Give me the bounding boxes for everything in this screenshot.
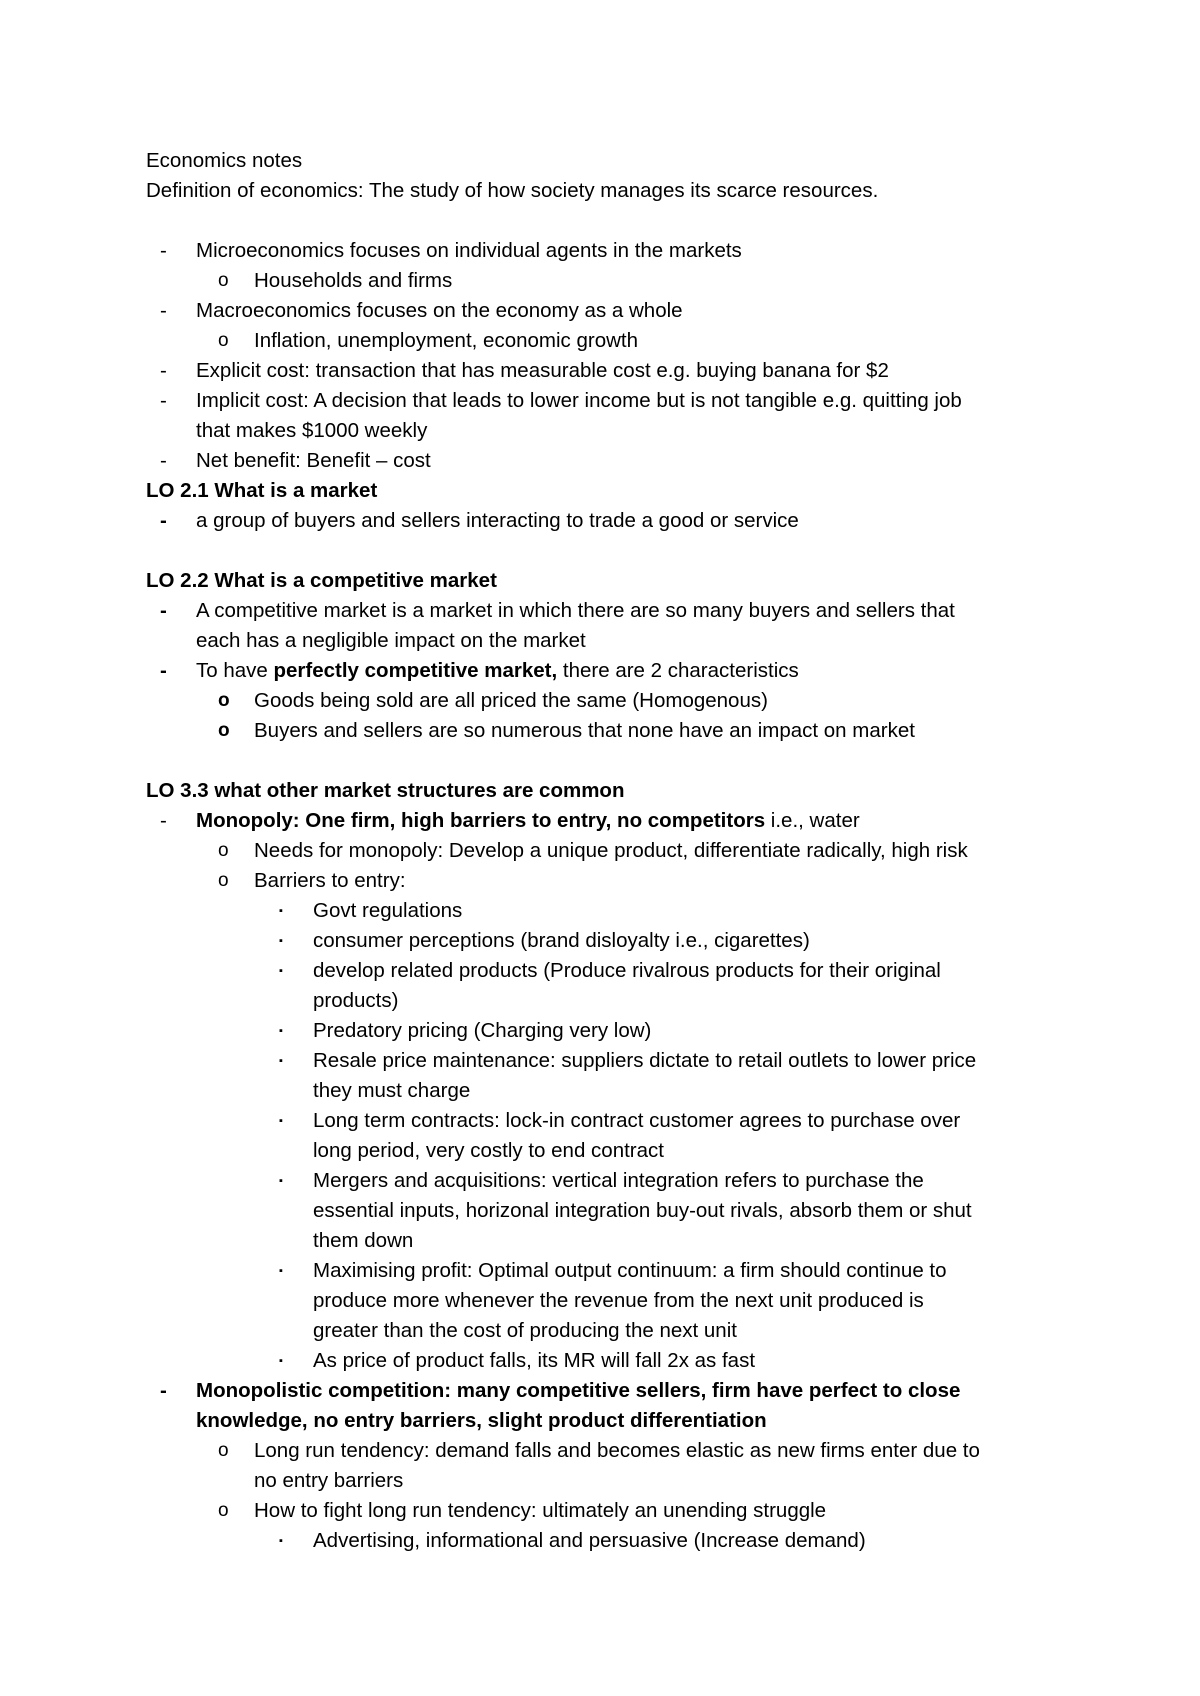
circle-bullet-icon: o xyxy=(218,270,229,291)
bold-term: Monopolistic competition: many competitive sellers, firm have perfect to close xyxy=(196,1379,961,1402)
spacer xyxy=(146,536,1066,566)
list-item xyxy=(146,836,1066,866)
list-item-text: develop related products (Produce rivalrous products for their original xyxy=(313,959,941,982)
list-item xyxy=(146,596,1066,626)
circle-bullet-icon: o xyxy=(218,1500,229,1521)
circle-bullet-icon: o xyxy=(218,690,230,711)
list-item-continuation: each has a negligible impact on the market xyxy=(196,629,586,652)
list-item-text: Needs for monopoly: Develop a unique product, differentiate radically, high risk xyxy=(254,839,968,862)
definition-text: Definition of economics: The study of how society manages its scarce resources. xyxy=(146,179,879,202)
list-item xyxy=(146,656,1066,686)
list-item xyxy=(146,716,1066,746)
list-item-text: Barriers to entry: xyxy=(254,869,406,892)
square-bullet-icon: ▪ xyxy=(279,1265,283,1277)
list-item-text: Long run tendency: demand falls and becomes elastic as new firms enter due to xyxy=(254,1439,980,1462)
list-item xyxy=(146,1526,1066,1556)
circle-bullet-icon: o xyxy=(218,720,230,741)
list-item xyxy=(146,266,1066,296)
list-item xyxy=(146,956,1066,986)
circle-bullet-icon: o xyxy=(218,840,229,861)
list-item-text: To have xyxy=(196,659,274,682)
section-heading: LO 2.2 What is a competitive market xyxy=(146,569,497,592)
list-item xyxy=(146,1346,1066,1376)
list-item-text: Predatory pricing (Charging very low) xyxy=(313,1019,652,1042)
list-item-text: Advertising, informational and persuasive (Increase demand) xyxy=(313,1529,866,1552)
dash-bullet-icon: - xyxy=(160,659,167,682)
list-item-text: Net benefit: Benefit – cost xyxy=(196,449,431,472)
list-item-continuation: no entry barriers xyxy=(254,1469,404,1492)
list-item xyxy=(146,806,1066,836)
dash-bullet-icon: - xyxy=(160,299,167,322)
list-item-text: Long term contracts: lock-in contract customer agrees to purchase over xyxy=(313,1109,961,1132)
list-item-continuation: that makes $1000 weekly xyxy=(196,419,428,442)
list-item xyxy=(146,1046,1066,1076)
bold-term: perfectly competitive market, xyxy=(273,659,558,682)
list-item xyxy=(146,506,1066,536)
list-item xyxy=(146,1376,1066,1406)
square-bullet-icon: ▪ xyxy=(279,1355,283,1367)
list-item-continuation: products) xyxy=(313,989,399,1012)
list-item xyxy=(146,236,1066,266)
circle-bullet-icon: o xyxy=(218,870,229,891)
list-item-text: A competitive market is a market in which there are so many buyers and sellers that xyxy=(196,599,955,622)
dash-bullet-icon: - xyxy=(160,809,167,832)
spacer xyxy=(146,746,1066,776)
list-item-continuation: produce more whenever the revenue from the next unit produced is xyxy=(313,1289,924,1312)
dash-bullet-icon: - xyxy=(160,389,167,412)
list-item-continuation: them down xyxy=(313,1229,414,1252)
list-item-text: Implicit cost: A decision that leads to lower income but is not tangible e.g. quitting job xyxy=(196,389,962,412)
list-item-text: How to fight long run tendency: ultimately an unending struggle xyxy=(254,1499,827,1522)
list-item xyxy=(146,1166,1066,1196)
list-item-text: Govt regulations xyxy=(313,899,463,922)
list-item xyxy=(146,686,1066,716)
list-item-text: As price of product falls, its MR will fall 2x as fast xyxy=(313,1349,756,1372)
list-item xyxy=(146,446,1066,476)
document-body xyxy=(146,146,1066,1556)
dash-bullet-icon: - xyxy=(160,449,167,472)
list-item xyxy=(146,1436,1066,1466)
section-heading: LO 2.1 What is a market xyxy=(146,479,378,502)
bold-term: Monopoly: One firm, high barriers to entry, no competitors xyxy=(196,809,766,832)
list-item-text: there are 2 characteristics xyxy=(557,659,799,682)
list-item-text: Explicit cost: transaction that has measurable cost e.g. buying banana for $2 xyxy=(196,359,889,382)
list-item-continuation: essential inputs, horizonal integration buy-out rivals, absorb them or shut xyxy=(313,1199,972,1222)
list-item-text: Macroeconomics focuses on the economy as a whole xyxy=(196,299,683,322)
list-item-text: Resale price maintenance: suppliers dictate to retail outlets to lower price xyxy=(313,1049,977,1072)
circle-bullet-icon: o xyxy=(218,330,229,351)
list-item-continuation: long period, very costly to end contract xyxy=(313,1139,664,1162)
list-item xyxy=(146,1106,1066,1136)
dash-bullet-icon: - xyxy=(160,509,167,532)
list-item-text: Buyers and sellers are so numerous that none have an impact on market xyxy=(254,719,915,742)
list-item-text: Goods being sold are all priced the same (Homogenous) xyxy=(254,689,768,712)
square-bullet-icon: ▪ xyxy=(279,1175,283,1187)
list-item xyxy=(146,1016,1066,1046)
list-item xyxy=(146,896,1066,926)
list-item xyxy=(146,326,1066,356)
list-item-continuation: they must charge xyxy=(313,1079,471,1102)
dash-bullet-icon: - xyxy=(160,599,167,622)
list-item-text: Microeconomics focuses on individual agents in the markets xyxy=(196,239,742,262)
list-item-text: Inflation, unemployment, economic growth xyxy=(254,329,639,352)
list-item-text: Maximising profit: Optimal output continuum: a firm should continue to xyxy=(313,1259,947,1282)
square-bullet-icon: ▪ xyxy=(279,935,283,947)
square-bullet-icon: ▪ xyxy=(279,965,283,977)
square-bullet-icon: ▪ xyxy=(279,1115,283,1127)
list-item xyxy=(146,866,1066,896)
list-item-text: Mergers and acquisitions: vertical integration refers to purchase the xyxy=(313,1169,924,1192)
spacer xyxy=(146,206,1066,236)
circle-bullet-icon: o xyxy=(218,1440,229,1461)
dash-bullet-icon: - xyxy=(160,239,167,262)
list-item xyxy=(146,1256,1066,1286)
list-item xyxy=(146,386,1066,416)
page-title: Economics notes xyxy=(146,149,303,172)
list-item-text: consumer perceptions (brand disloyalty i.e., cigarettes) xyxy=(313,929,810,952)
list-item xyxy=(146,926,1066,956)
list-item xyxy=(146,356,1066,386)
list-item xyxy=(146,1496,1066,1526)
list-item xyxy=(146,296,1066,326)
dash-bullet-icon: - xyxy=(160,359,167,382)
list-item-text: i.e., water xyxy=(765,809,860,832)
dash-bullet-icon: - xyxy=(160,1379,167,1402)
square-bullet-icon: ▪ xyxy=(279,1535,283,1547)
square-bullet-icon: ▪ xyxy=(279,1025,283,1037)
list-item-continuation: knowledge, no entry barriers, slight product differentiation xyxy=(196,1409,767,1432)
list-item-text: a group of buyers and sellers interacting to trade a good or service xyxy=(196,509,799,532)
list-item-text: Households and firms xyxy=(254,269,453,292)
square-bullet-icon: ▪ xyxy=(279,905,283,917)
section-heading: LO 3.3 what other market structures are common xyxy=(146,779,625,802)
square-bullet-icon: ▪ xyxy=(279,1055,283,1067)
list-item-continuation: greater than the cost of producing the next unit xyxy=(313,1319,737,1342)
